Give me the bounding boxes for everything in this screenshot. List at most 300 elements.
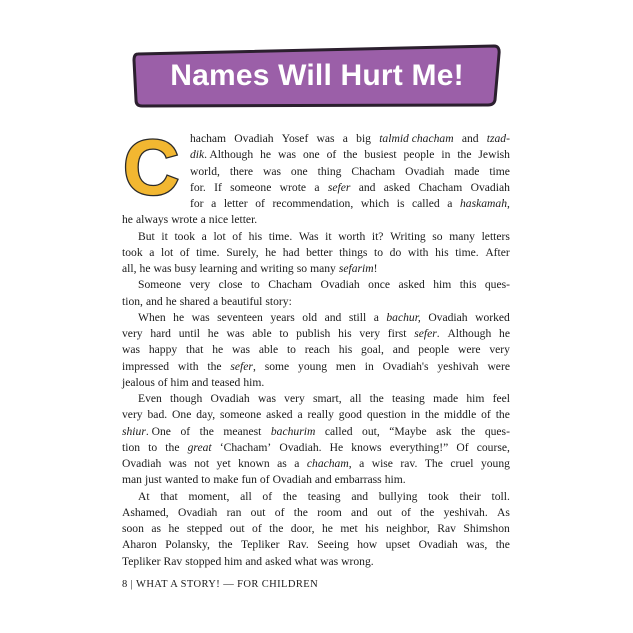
word bbox=[224, 554, 242, 570]
text-line bbox=[122, 326, 510, 342]
word bbox=[220, 407, 261, 423]
word bbox=[266, 407, 292, 423]
word bbox=[192, 310, 210, 326]
word-part: Ovadiah bbox=[122, 457, 162, 470]
word bbox=[170, 391, 202, 407]
word-part: After bbox=[485, 245, 510, 259]
word-part: . One bbox=[145, 424, 171, 438]
word-part: not bbox=[194, 457, 210, 470]
word bbox=[325, 310, 342, 326]
word-part: Ovadiah bbox=[234, 132, 274, 145]
word bbox=[482, 229, 510, 245]
word bbox=[210, 391, 249, 407]
word bbox=[379, 489, 418, 505]
word bbox=[339, 245, 367, 261]
word-part: were bbox=[458, 343, 481, 357]
word bbox=[477, 440, 510, 456]
word bbox=[419, 537, 458, 553]
word-part: Ashamed, bbox=[122, 505, 169, 519]
word-part: teasing bbox=[307, 489, 341, 503]
word bbox=[357, 537, 377, 553]
word bbox=[339, 261, 378, 277]
word bbox=[178, 505, 217, 521]
word bbox=[320, 554, 338, 570]
italic-term: shiur bbox=[122, 424, 146, 438]
word-part: is bbox=[396, 197, 405, 210]
word-part: in bbox=[364, 359, 374, 373]
word-part: knows bbox=[351, 440, 382, 454]
word bbox=[234, 131, 273, 147]
word bbox=[390, 440, 449, 456]
word-part: bullying bbox=[378, 489, 418, 503]
word bbox=[230, 164, 253, 180]
word bbox=[350, 391, 362, 407]
text-line bbox=[122, 196, 510, 212]
word-part: Surely, bbox=[226, 245, 259, 259]
word-part: so bbox=[296, 262, 308, 275]
word-part: he bbox=[165, 294, 177, 308]
word bbox=[325, 424, 353, 440]
word-part: time. bbox=[268, 229, 293, 243]
word bbox=[386, 521, 430, 537]
word-part: Aharon bbox=[122, 538, 157, 552]
word bbox=[425, 407, 439, 423]
word bbox=[138, 310, 166, 326]
word-part: . bbox=[436, 327, 440, 340]
word bbox=[335, 472, 382, 488]
word bbox=[265, 554, 291, 570]
word bbox=[158, 375, 168, 391]
word-part: with bbox=[177, 359, 199, 373]
word bbox=[171, 375, 189, 391]
word bbox=[338, 326, 352, 342]
word-part: some bbox=[264, 359, 290, 373]
word-part: a bbox=[149, 245, 155, 259]
word bbox=[185, 554, 221, 570]
word-part: so bbox=[432, 229, 443, 243]
word-part: many bbox=[310, 262, 336, 275]
word bbox=[138, 391, 162, 407]
word-part: a bbox=[314, 180, 320, 194]
word bbox=[245, 554, 262, 570]
word-part: of bbox=[259, 473, 270, 487]
word-part: his bbox=[338, 343, 353, 357]
word bbox=[258, 391, 276, 407]
word-part: really bbox=[307, 408, 334, 422]
text-line bbox=[122, 424, 510, 440]
word bbox=[385, 472, 406, 488]
word bbox=[174, 229, 195, 245]
word bbox=[145, 472, 162, 488]
word bbox=[408, 245, 429, 261]
word bbox=[481, 407, 491, 423]
word-part: Even bbox=[138, 392, 162, 405]
word bbox=[343, 147, 357, 163]
word-part: Polansky, bbox=[165, 538, 210, 552]
word-part: very bbox=[359, 327, 380, 340]
word bbox=[122, 554, 160, 570]
word-part: teased bbox=[211, 375, 241, 389]
word bbox=[180, 424, 190, 440]
word bbox=[458, 342, 481, 358]
word-part: called bbox=[412, 197, 440, 210]
word bbox=[374, 245, 383, 261]
word-part: very bbox=[122, 327, 143, 340]
word bbox=[122, 261, 137, 277]
word-part: still bbox=[348, 310, 367, 324]
word-part: was bbox=[262, 164, 281, 178]
word bbox=[196, 245, 220, 261]
word-part: and bbox=[351, 489, 369, 503]
word bbox=[212, 342, 223, 358]
word-part: busiest bbox=[364, 148, 397, 162]
word-part: meanest bbox=[223, 424, 262, 438]
word bbox=[390, 229, 426, 245]
word bbox=[138, 489, 150, 505]
word-part: ! bbox=[373, 262, 378, 275]
word bbox=[454, 164, 479, 180]
italic-term: sefarim bbox=[338, 262, 374, 275]
word bbox=[165, 440, 179, 456]
word bbox=[359, 180, 376, 196]
word-part: and bbox=[392, 343, 410, 357]
word-part: time. bbox=[455, 245, 479, 259]
word bbox=[190, 147, 253, 163]
word-part: all bbox=[349, 392, 362, 405]
word-part: day, bbox=[196, 408, 216, 422]
word bbox=[362, 424, 380, 440]
word-part: hacham bbox=[190, 132, 227, 145]
word-part: bad. bbox=[147, 408, 168, 422]
word-part: was bbox=[231, 343, 250, 357]
italic-term: great bbox=[187, 440, 212, 454]
word-part: and bbox=[245, 554, 263, 568]
word-part: the bbox=[343, 148, 358, 162]
word bbox=[190, 196, 204, 212]
word-part: took bbox=[122, 245, 143, 259]
word bbox=[393, 342, 410, 358]
word-part: Ovadiah bbox=[428, 310, 468, 324]
word-part: he bbox=[168, 522, 180, 535]
word-part: to bbox=[374, 245, 384, 259]
word bbox=[433, 391, 458, 407]
word bbox=[161, 245, 173, 261]
word bbox=[295, 554, 318, 570]
word bbox=[444, 407, 476, 423]
word-part: a bbox=[211, 197, 217, 210]
word bbox=[278, 147, 296, 163]
word-part: his bbox=[338, 327, 352, 340]
word-part: took bbox=[428, 489, 449, 503]
word bbox=[218, 537, 232, 553]
word-part: as bbox=[277, 457, 287, 470]
word bbox=[232, 229, 242, 245]
word bbox=[194, 456, 209, 472]
word-part: rav. bbox=[400, 457, 418, 470]
text-line bbox=[122, 440, 510, 456]
word bbox=[269, 521, 283, 537]
word bbox=[280, 180, 306, 196]
word-part: the bbox=[293, 505, 308, 519]
word-part: yeshivah bbox=[437, 359, 479, 373]
word bbox=[149, 342, 177, 358]
word bbox=[161, 229, 167, 245]
word bbox=[492, 489, 510, 505]
word-part: letters bbox=[481, 229, 510, 243]
word-part: his bbox=[365, 522, 379, 535]
word bbox=[140, 261, 151, 277]
word-part: always bbox=[135, 213, 169, 227]
word-part: out bbox=[250, 505, 266, 519]
word bbox=[315, 472, 332, 488]
word-part: all bbox=[240, 489, 252, 503]
word bbox=[213, 294, 218, 310]
word bbox=[172, 407, 191, 423]
word-part: he bbox=[139, 262, 151, 275]
word bbox=[260, 147, 271, 163]
word bbox=[377, 505, 392, 521]
word-part: Shimshon bbox=[463, 522, 510, 535]
word-part: Seeing bbox=[317, 538, 349, 552]
word bbox=[186, 342, 203, 358]
word bbox=[275, 505, 285, 521]
word-part: was bbox=[316, 132, 335, 145]
word bbox=[419, 180, 463, 196]
word-part: time. bbox=[196, 245, 220, 259]
word-part: was bbox=[122, 343, 141, 357]
word bbox=[365, 521, 379, 537]
word-part: of bbox=[481, 408, 491, 422]
text-line bbox=[122, 212, 510, 228]
word-part: letter. bbox=[231, 213, 258, 227]
word-part: and bbox=[191, 375, 209, 389]
word bbox=[296, 326, 330, 342]
word bbox=[466, 537, 487, 553]
word-part: asked bbox=[266, 408, 293, 422]
word-part: Ovadiah. bbox=[279, 440, 322, 454]
word bbox=[327, 147, 337, 163]
word-part: it? bbox=[371, 229, 384, 243]
word bbox=[302, 310, 317, 326]
word bbox=[481, 456, 510, 472]
word bbox=[180, 245, 190, 261]
word-part: fun bbox=[241, 473, 257, 487]
word-part: out bbox=[377, 505, 392, 519]
word bbox=[303, 147, 320, 163]
word-part: people bbox=[403, 148, 435, 162]
word-part: until bbox=[178, 327, 201, 340]
word bbox=[190, 180, 206, 196]
text-line bbox=[122, 245, 510, 261]
italic-term: sefer bbox=[230, 359, 253, 373]
word-part: a bbox=[342, 132, 348, 145]
word bbox=[230, 359, 255, 375]
word-part: how bbox=[357, 538, 378, 552]
word-part: wanted bbox=[164, 473, 199, 487]
word-part: his bbox=[435, 245, 449, 259]
text-line bbox=[122, 164, 510, 180]
word bbox=[420, 505, 434, 521]
word-part: , bbox=[507, 197, 510, 210]
word-part: that bbox=[186, 343, 204, 357]
word bbox=[240, 261, 257, 277]
word-part: able bbox=[252, 327, 272, 340]
word-part: embarrass bbox=[334, 473, 382, 487]
word bbox=[339, 407, 362, 423]
word bbox=[166, 294, 177, 310]
word-part: of bbox=[157, 375, 168, 389]
word bbox=[383, 359, 429, 375]
word bbox=[272, 196, 353, 212]
word bbox=[444, 505, 488, 521]
page-title: Names Will Hurt Me! bbox=[170, 59, 464, 92]
word bbox=[318, 164, 342, 180]
word-part: wrong. bbox=[341, 554, 374, 568]
word-part: the bbox=[420, 505, 435, 519]
word bbox=[404, 147, 435, 163]
word-part: with bbox=[407, 245, 429, 259]
word bbox=[122, 375, 155, 391]
word-part: though bbox=[170, 392, 203, 405]
word-part: first bbox=[387, 327, 407, 340]
word bbox=[199, 261, 237, 277]
word bbox=[122, 440, 140, 456]
word-part: to bbox=[279, 327, 289, 340]
word bbox=[238, 456, 270, 472]
word bbox=[322, 521, 333, 537]
word-part: recommendation, bbox=[272, 197, 354, 210]
word bbox=[297, 407, 302, 423]
word bbox=[171, 212, 197, 228]
word bbox=[168, 521, 179, 537]
word-part: learning bbox=[199, 262, 238, 275]
word bbox=[265, 245, 276, 261]
word bbox=[178, 359, 199, 375]
word bbox=[180, 294, 210, 310]
word bbox=[283, 245, 300, 261]
word bbox=[200, 424, 214, 440]
word-part: nice bbox=[208, 213, 229, 227]
italic-term: haskamah bbox=[459, 197, 507, 210]
story-body bbox=[122, 131, 510, 570]
word-part: had bbox=[282, 245, 300, 259]
page-footer: 8 | WHAT A STORY! — FOR CHILDREN bbox=[122, 579, 319, 590]
word bbox=[211, 196, 216, 212]
word-part: and bbox=[240, 262, 258, 275]
word-part: in bbox=[441, 148, 451, 162]
word-part: to bbox=[250, 278, 260, 292]
word bbox=[428, 310, 467, 326]
word bbox=[122, 456, 161, 472]
word-part: Someone bbox=[138, 278, 182, 292]
word bbox=[169, 456, 187, 472]
word bbox=[122, 537, 157, 553]
word-part: the bbox=[207, 359, 222, 373]
word bbox=[297, 261, 307, 277]
word-part: asked bbox=[265, 554, 292, 568]
text-line bbox=[122, 407, 510, 423]
word-part: and bbox=[314, 473, 332, 487]
word bbox=[208, 326, 219, 342]
word-part: cruel bbox=[450, 457, 474, 470]
word bbox=[251, 505, 266, 521]
word bbox=[437, 521, 456, 537]
word-part: once bbox=[368, 278, 391, 292]
word-part: to bbox=[148, 440, 158, 454]
word bbox=[462, 131, 479, 147]
word bbox=[241, 537, 279, 553]
word bbox=[196, 407, 215, 423]
word-part: the bbox=[199, 424, 214, 438]
word bbox=[299, 229, 319, 245]
word bbox=[388, 326, 407, 342]
word bbox=[317, 537, 349, 553]
word-part: a bbox=[297, 408, 303, 422]
word-part: Tepliker bbox=[122, 554, 161, 568]
word-part: very bbox=[284, 392, 305, 405]
word-part: the bbox=[282, 489, 297, 503]
word-part: man bbox=[122, 473, 142, 487]
word bbox=[294, 456, 299, 472]
word bbox=[230, 521, 245, 537]
word bbox=[305, 342, 330, 358]
word bbox=[136, 212, 168, 228]
word bbox=[265, 294, 291, 310]
word bbox=[436, 424, 451, 440]
word-part: reach bbox=[304, 343, 330, 357]
word-part: , bbox=[348, 457, 352, 470]
word-part: Ovadiah bbox=[470, 180, 510, 194]
word-part: the bbox=[218, 538, 233, 552]
word-part: of bbox=[401, 505, 411, 519]
word-part: for. bbox=[190, 180, 206, 194]
word-part: close bbox=[218, 278, 243, 292]
word-part: ‘Chacham’ bbox=[219, 440, 272, 454]
word-part: Ovadiah bbox=[320, 278, 360, 292]
word-part: Ovadiah bbox=[177, 505, 218, 519]
word bbox=[268, 277, 312, 293]
word-part: his bbox=[248, 229, 263, 243]
word bbox=[441, 147, 450, 163]
text-line bbox=[122, 277, 510, 293]
word-part: known bbox=[238, 457, 270, 470]
word-part: years bbox=[270, 310, 295, 324]
word-part: and bbox=[358, 180, 376, 194]
word-part: seventeen bbox=[217, 310, 263, 324]
word bbox=[252, 326, 271, 342]
word bbox=[188, 489, 229, 505]
text-line bbox=[122, 375, 510, 391]
word-part: “Maybe bbox=[389, 424, 427, 438]
word bbox=[213, 472, 238, 488]
word bbox=[265, 359, 289, 375]
word-part: wise bbox=[371, 457, 393, 470]
word bbox=[207, 359, 221, 375]
word bbox=[372, 229, 384, 245]
word bbox=[370, 391, 384, 407]
italic-term: bachur, bbox=[386, 310, 421, 324]
word-part: wrote bbox=[279, 180, 307, 194]
word-part: made bbox=[433, 392, 459, 405]
word bbox=[390, 245, 402, 261]
italic-term: bachurim bbox=[270, 424, 316, 438]
word bbox=[351, 505, 368, 521]
word-part: was bbox=[191, 310, 210, 324]
word-part: out bbox=[229, 522, 245, 535]
word bbox=[432, 229, 442, 245]
word-part: their bbox=[459, 489, 481, 503]
word-part: he bbox=[265, 245, 277, 259]
